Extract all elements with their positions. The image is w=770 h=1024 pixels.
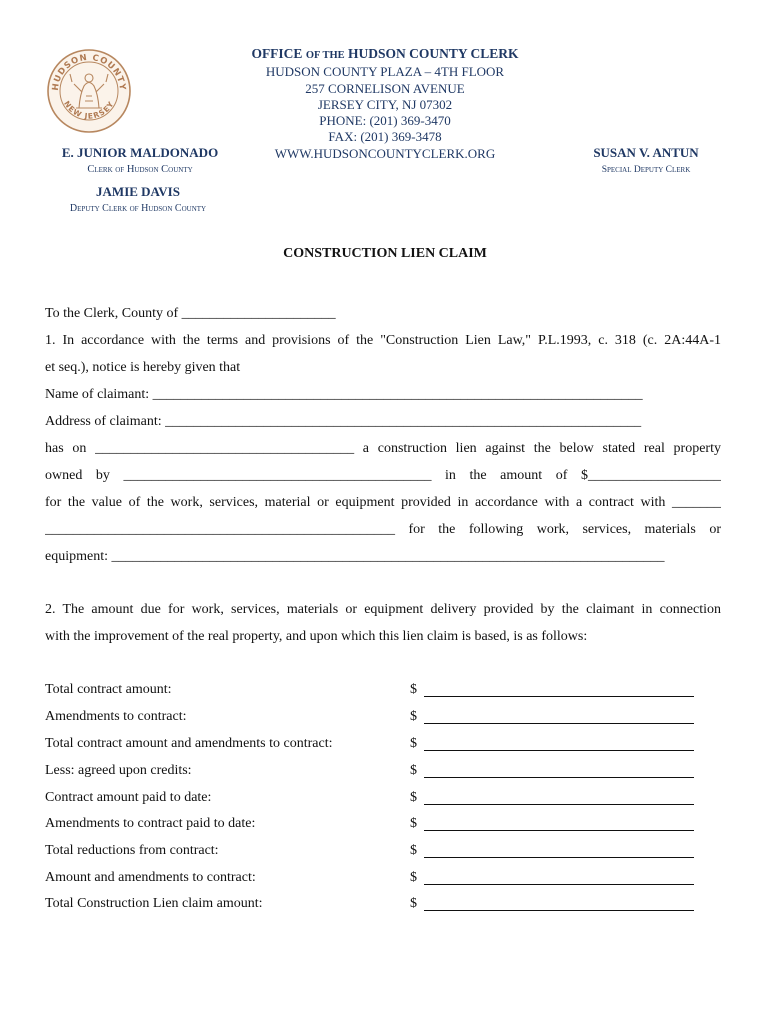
lien-claim-total-label: Total Construction Lien claim amount: bbox=[45, 896, 263, 911]
paid-to-date-field[interactable] bbox=[424, 804, 694, 805]
dollar-sign: $ bbox=[410, 709, 417, 724]
website-line: WWW.HUDSONCOUNTYCLERK.ORG bbox=[274, 145, 496, 161]
claimant-address-field[interactable]: Address of claimant: ____________________________________________________________________ bbox=[45, 414, 642, 429]
svg-text:HUDSON COUNTY: HUDSON COUNTY bbox=[50, 52, 128, 92]
credits-field[interactable] bbox=[424, 777, 694, 778]
owner-amount-field[interactable]: owned by ____________________________________________ in the amount of $___________________ bbox=[45, 468, 721, 483]
amendments-field[interactable] bbox=[424, 723, 694, 724]
amount-and-amendments-field[interactable] bbox=[424, 884, 694, 885]
dollar-sign: $ bbox=[410, 870, 417, 885]
deputy-name: JAMIE DAVIS bbox=[96, 184, 180, 199]
special-deputy-name: SUSAN V. ANTUN bbox=[593, 145, 699, 160]
special-deputy-block bbox=[578, 145, 714, 175]
phone-line: PHONE: (201) 369-3470 bbox=[319, 113, 451, 129]
dollar-sign: $ bbox=[410, 896, 417, 911]
dollar-sign: $ bbox=[410, 763, 417, 778]
paid-to-date-label: Contract amount paid to date: bbox=[45, 790, 212, 805]
claimant-name-field[interactable]: Name of claimant: ______________________________________________________________________ bbox=[45, 387, 643, 402]
dollar-sign: $ bbox=[410, 736, 417, 751]
office-header bbox=[200, 46, 570, 162]
clerk-block bbox=[40, 145, 240, 175]
dollar-sign: $ bbox=[410, 843, 417, 858]
total-with-amendments-field[interactable] bbox=[424, 750, 694, 751]
total-with-amendments-label: Total contract amount and amendments to contract: bbox=[45, 736, 333, 751]
address-line: JERSEY CITY, NJ 07302 bbox=[317, 96, 453, 112]
reductions-field[interactable] bbox=[424, 857, 694, 858]
total-contract-amount-field[interactable] bbox=[424, 696, 694, 697]
office-title: OFFICE OF THE HUDSON COUNTY CLERK bbox=[251, 46, 519, 61]
reductions-label: Total reductions from contract: bbox=[45, 843, 219, 858]
paragraph-1-line-2: et seq.), notice is hereby given that bbox=[45, 360, 241, 375]
paragraph-2-line-2: with the improvement of the real property, and upon which this lien claim is based, is as follows: bbox=[45, 629, 588, 644]
county-line: To the Clerk, County of ______________________ bbox=[45, 306, 336, 321]
lien-date-field[interactable]: has on _____________________________________ a construction lien against the below stated real property bbox=[45, 441, 721, 456]
dollar-sign: $ bbox=[410, 682, 417, 697]
fax-line: FAX: (201) 369-3478 bbox=[328, 129, 442, 145]
amendments-label: Amendments to contract: bbox=[45, 709, 187, 724]
lien-claim-total-field[interactable] bbox=[424, 910, 694, 911]
form-title: CONSTRUCTION LIEN CLAIM bbox=[283, 246, 487, 261]
address-line: 257 CORNELISON AVENUE bbox=[305, 80, 465, 96]
deputy-block bbox=[38, 184, 238, 214]
special-deputy-title: Special Deputy Clerk bbox=[601, 165, 691, 175]
contract-with-line[interactable]: for the value of the work, services, material or equipment provided in accordance with a contract with _______ bbox=[45, 495, 721, 510]
clerk-title: Clerk of Hudson County bbox=[87, 164, 193, 175]
dollar-sign: $ bbox=[410, 816, 417, 831]
address-line: HUDSON COUNTY PLAZA – 4TH FLOOR bbox=[265, 64, 505, 80]
paragraph-1-line-1: 1. In accordance with the terms and provisions of the "Construction Lien Law," P.L.1993, c. 318 (c. 2A:44A-1 bbox=[45, 333, 721, 348]
deputy-title: Deputy Clerk of Hudson County bbox=[69, 203, 207, 214]
paragraph-2-line-1: 2. The amount due for work, services, materials or equipment delivery provided by the claimant in connection bbox=[45, 602, 721, 617]
dollar-sign: $ bbox=[410, 790, 417, 805]
total-contract-amount-label: Total contract amount: bbox=[45, 682, 172, 697]
svg-text:NEW JERSEY: NEW JERSEY bbox=[62, 99, 116, 121]
contract-party-field[interactable]: __________________________________________________ for the following work, services, materials or bbox=[45, 522, 721, 537]
equipment-field[interactable]: equipment: _______________________________________________________________________________ bbox=[45, 549, 665, 564]
amendments-paid-label: Amendments to contract paid to date: bbox=[45, 816, 256, 831]
amount-and-amendments-label: Amount and amendments to contract: bbox=[45, 870, 256, 885]
credits-label: Less: agreed upon credits: bbox=[45, 763, 192, 778]
county-seal-logo bbox=[46, 48, 132, 134]
amendments-paid-field[interactable] bbox=[424, 830, 694, 831]
clerk-name: E. JUNIOR MALDONADO bbox=[61, 145, 219, 160]
